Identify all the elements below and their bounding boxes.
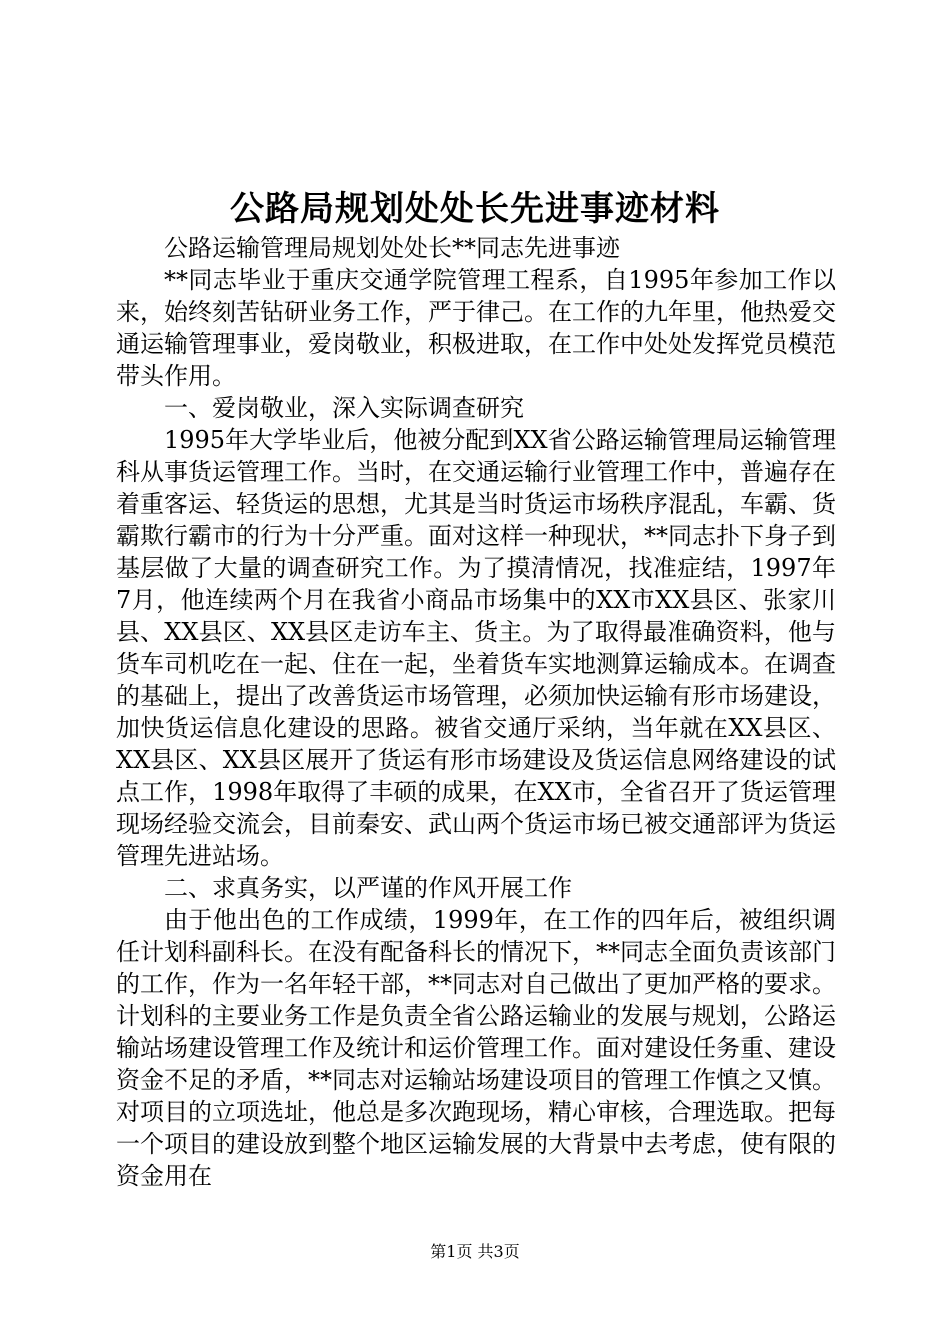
- section-heading-1: 一、爱岗敬业，深入实际调查研究: [164, 394, 524, 422]
- intro-paragraph: **同志毕业于重庆交通学院管理工程系，自1995年参加工作以来，始终刻苦钻研业务工作，严于律己。在工作的九年里，他热爱交通运输管理事业，爱岗敬业，积极进取，在工作中处处发挥党员模范带头作用。: [116, 266, 836, 390]
- page-number-footer: 第1页 共3页: [430, 1242, 520, 1261]
- section-heading-2: 二、求真务实，以严谨的作风开展工作: [164, 874, 572, 902]
- section-2-paragraph: 由于他出色的工作成绩，1999年，在工作的四年后，被组织调任计划科副科长。在没有配备科长的情况下，**同志全面负责该部门的工作，作为一名年轻干部，**同志对自己做出了更加严格的要求。计划科的主要业务工作是负责全省公路运输业的发展与规划，公路运输站场建设管理工作及统计和运价管理工作。面对建设任务重、建设资金不足的矛盾，**同志对运输站场建设项目的管理工作慎之又慎。对项目的立项选址，他总是多次跑现场，精心审核，合理选取。把每一个项目的建设放到整个地区运输发展的大背景中去考虑，使有限的资金用在: [116, 906, 836, 1190]
- section-1-paragraph: 1995年大学毕业后，他被分配到XX省公路运输管理局运输管理科从事货运管理工作。当时，在交通运输行业管理工作中，普遍存在着重客运、轻货运的思想，尤其是当时货运市场秩序混乱，车霸、货霸欺行霸市的行为十分严重。面对这样一种现状，**同志扑下身子到基层做了大量的调查研究工作。为了摸清情况，找准症结，1997年7月，他连续两个月在我省小商品市场集中的XX市XX县区、张家川县、XX县区、XX县区走访车主、货主。为了取得最准确资料，他与货车司机吃在一起、住在一起，坐着货车实地测算运输成本。在调查的基础上，提出了改善货运市场管理，必须加快运输有形市场建设，加快货运信息化建设的思路。被省交通厅采纳，当年就在XX县区、XX县区、XX县区展开了货运有形市场建设及货运信息网络建设的试点工作，1998年取得了丰硕的成果，在XX市，全省召开了货运管理现场经验交流会，目前秦安、武山两个货运市场已被交通部评为货运管理先进站场。: [116, 426, 836, 870]
- subtitle-paragraph: 公路运输管理局规划处处长**同志先进事迹: [164, 234, 620, 262]
- document-title: 公路局规划处处长先进事迹材料: [230, 189, 720, 229]
- document-body: [116, 232, 836, 1192]
